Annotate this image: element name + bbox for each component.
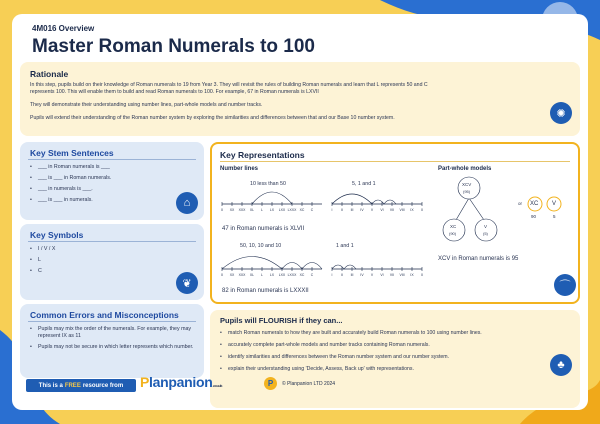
free-pre: This is a xyxy=(38,382,63,389)
tick-label: XXX xyxy=(238,273,246,277)
divider xyxy=(28,159,196,160)
pw-caption: XCV in Roman numerals is 95 xyxy=(438,256,519,262)
tick-label: IX xyxy=(410,208,414,212)
tick-label: LXXX xyxy=(287,208,297,212)
tick-label: IX xyxy=(410,273,414,277)
tick-label: II xyxy=(341,208,343,212)
rationale-p1b: represents 100. This will enable them to build and read Roman numerals to 100. For example, 67 in Roman numerals is LXVII xyxy=(30,89,319,95)
track-v: V xyxy=(552,201,557,207)
list-item: • L xyxy=(30,257,55,264)
pw-right-n: (5) xyxy=(483,231,488,236)
free-post: resource from xyxy=(82,382,124,389)
leaves-icon: ❦ xyxy=(176,272,198,294)
symbols-heading: Key Symbols xyxy=(30,230,84,240)
list-item: • ___ in Roman numerals is ___ xyxy=(30,164,111,171)
list-item: • Pupils may mix the order of the numerals. For example, they may represent IX as 11 xyxy=(30,326,196,340)
part-whole-label: Part-whole models xyxy=(438,166,492,172)
tick-label: II xyxy=(341,273,343,277)
key-symbols-section xyxy=(20,224,204,300)
list-item: • ___ is ___ in Roman numerals. xyxy=(30,175,111,182)
flourish-heading: Pupils will FLOURISH if they can... xyxy=(220,316,343,325)
tick-label: C xyxy=(310,273,314,277)
arc-label-4: 1 and 1 xyxy=(336,243,354,249)
overview-card xyxy=(12,14,588,410)
tick-label: IV xyxy=(360,273,364,277)
tick-label: LX xyxy=(269,273,275,277)
tick-label: X xyxy=(220,208,224,212)
rationale-p3: Pupils will extend their understanding of the Roman number system by exploring the similarities and differences between that and our Base 10 number system. xyxy=(30,115,395,121)
pw-right: V xyxy=(484,224,488,229)
list-item: • match Roman numerals to how they are built and accurately build Roman numerals to 100 using number lines. xyxy=(220,330,536,337)
list-item: • ___ in numerals is ___. xyxy=(30,186,111,193)
tick-label: LX xyxy=(269,208,275,212)
tick-label: V xyxy=(370,208,374,212)
tick-label: XL xyxy=(249,208,255,212)
tick-label: VI xyxy=(380,208,384,212)
tree-icon: ♣ xyxy=(550,354,572,376)
tick-label: XL xyxy=(249,273,255,277)
tick-label: III xyxy=(350,273,354,277)
list-item: • C xyxy=(30,268,55,275)
list-item: • explain their understanding using 'Decide, Assess, Back up' with representations. xyxy=(220,366,536,373)
free-highlight: FREE xyxy=(64,382,81,389)
rationale-heading: Rationale xyxy=(30,69,69,79)
tick-label: VII xyxy=(389,208,395,212)
arc-label-1: 10 less than 50 xyxy=(250,181,286,187)
tick-label: XC xyxy=(299,273,305,277)
bridge-icon: ⌒ xyxy=(554,274,576,296)
tick-label: V xyxy=(370,273,374,277)
copyright xyxy=(264,377,335,390)
planpanion-logo-icon: P xyxy=(264,377,277,390)
track-5: 5 xyxy=(553,214,556,219)
tick-label: XX xyxy=(229,273,235,277)
pillar-icon: ⌂ xyxy=(176,192,198,214)
page-title: Master Roman Numerals to 100 xyxy=(32,36,315,57)
stem-sentences-section xyxy=(20,142,204,220)
arc-label-3: 50, 10, 10 and 10 xyxy=(240,243,282,249)
tick-label: VI xyxy=(380,273,384,277)
tick-label: XXX xyxy=(238,208,246,212)
errors-section xyxy=(20,304,204,378)
list-item: • identify similarities and differences between the Roman number system and our number system. xyxy=(220,354,536,361)
brand-suffix: .co.uk xyxy=(212,383,223,388)
rationale-p1: In this step, pupils build on their knowledge of Roman numerals to 19 from Year 3. They will revisit the rules of building Roman numerals and learn that L represents 50 and C xyxy=(30,82,428,88)
brand-name: lanpanion xyxy=(149,374,213,390)
resource-code: 4M016 Overview xyxy=(32,24,95,33)
pw-top: XCV xyxy=(462,182,472,187)
tick-label: LXXX xyxy=(287,273,297,277)
nl2-caption: 82 in Roman numerals is LXXXII xyxy=(222,288,309,294)
divider xyxy=(28,241,196,242)
track-xc: XC xyxy=(530,201,539,207)
tick-label: L xyxy=(261,273,263,277)
stems-heading: Key Stem Sentences xyxy=(30,148,114,158)
list-item: • accurately complete part-whole models and number tracks containing Roman numerals. xyxy=(220,342,536,349)
flourish-section xyxy=(210,310,580,408)
rationale-section xyxy=(20,62,580,136)
tick-label: X xyxy=(420,273,424,277)
tick-label: C xyxy=(310,208,314,212)
pw-left: XC xyxy=(450,224,457,229)
copyright-text: © Planpanion LTD 2024 xyxy=(282,380,336,387)
brain-icon: ✺ xyxy=(550,102,572,124)
list-item: • Pupils may not be secure in which letter represents which number. xyxy=(30,344,196,351)
reps-heading: Key Representations xyxy=(220,150,305,160)
track-90: 90 xyxy=(531,214,537,219)
tick-label: L xyxy=(261,208,263,212)
arc-label-2: 5, 1 and 1 xyxy=(352,181,376,187)
tick-label: III xyxy=(350,208,354,212)
tick-label: XX xyxy=(229,208,235,212)
tick-label: LXX xyxy=(278,208,286,212)
pw-top-n: (95) xyxy=(463,189,471,194)
or-label: or xyxy=(518,201,523,206)
tick-label: X xyxy=(220,273,224,277)
tick-label: VIII xyxy=(399,273,405,277)
rationale-p2: They will demonstrate their understanding using number lines, part-whole models and number tracks. xyxy=(30,102,263,108)
tick-label: LXX xyxy=(278,273,286,277)
list-item: • I / V / X xyxy=(30,246,55,253)
number-lines-label: Number lines xyxy=(220,166,259,172)
tick-label: VIII xyxy=(399,208,405,212)
tick-label: VII xyxy=(389,273,395,277)
nl1-caption: 47 in Roman numerals is XLVII xyxy=(222,226,305,232)
tick-label: X xyxy=(420,208,424,212)
divider xyxy=(28,321,196,322)
free-resource-banner xyxy=(26,379,136,392)
brand-p: P xyxy=(140,374,150,390)
tick-label: I xyxy=(331,208,333,212)
errors-heading: Common Errors and Misconceptions xyxy=(30,310,179,320)
key-representations-section xyxy=(210,142,580,304)
brand-logo[interactable] xyxy=(140,374,222,390)
list-item: • ___ is ___ in numerals. xyxy=(30,197,111,204)
tick-label: XC xyxy=(299,208,305,212)
tick-label: I xyxy=(331,273,333,277)
pw-left-n: (90) xyxy=(449,231,457,236)
tick-label: IV xyxy=(360,208,364,212)
